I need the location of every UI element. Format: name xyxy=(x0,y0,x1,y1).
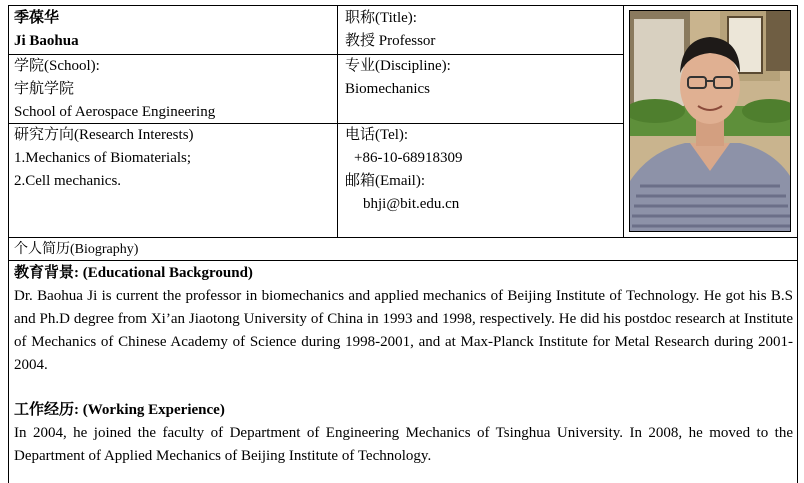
profile-photo-drawing xyxy=(630,11,791,232)
name-en: Ji Baohua xyxy=(14,33,79,49)
email-value: bhji@bit.edu.cn xyxy=(363,196,460,212)
biography-header: 个人简历(Biography) xyxy=(14,242,139,257)
school-en: School of Aerospace Engineering xyxy=(14,104,216,120)
research-label: 研究方向(Research Interests) xyxy=(14,127,194,143)
column-divider-1 xyxy=(337,5,338,237)
table-border-top xyxy=(8,5,798,6)
table-border-left xyxy=(8,5,9,483)
school-label: 学院(School): xyxy=(14,58,100,74)
name-cn: 季葆华 xyxy=(14,10,60,26)
discipline-value: Biomechanics xyxy=(345,81,430,97)
profile-photo xyxy=(629,10,791,232)
work-text: In 2004, he joined the faculty of Department of Engineering Mechanics of Tsinghua University. In 2008, he moved to the Department of Applied Mechanics of Beijing Institute of Technology. xyxy=(14,425,793,464)
tel-value: +86-10-68918309 xyxy=(354,150,463,166)
tel-label: 电话(Tel): xyxy=(345,127,409,143)
research-item: 2.Cell mechanics. xyxy=(14,173,122,189)
email-label: 邮箱(Email): xyxy=(345,173,425,189)
table-border-right xyxy=(797,5,798,483)
research-item: 1.Mechanics of Biomaterials; xyxy=(14,150,192,166)
discipline-label: 专业(Discipline): xyxy=(345,58,451,74)
school-cn: 宇航学院 xyxy=(14,81,75,97)
edu-text: Dr. Baohua Ji is current the professor in biomechanics and applied mechanics of Beijing Institute of Technology. He got his B.S and Ph.D degree from Xi’an Jiaotong University of China in 1993 and 1998, respectively. He did his postdoc research at Institute of Mechanics of Chinese Academy of Science during 1998-2001, and at Max-Planck Institute for Metal Research during 2001-2004. xyxy=(14,288,793,373)
work-heading: 工作经历: (Working Experience) xyxy=(14,402,225,418)
row-divider-1 xyxy=(8,54,623,55)
edu-heading: 教育背景: (Educational Background) xyxy=(14,265,253,281)
title-value: 教授 Professor xyxy=(345,33,436,49)
title-label: 职称(Title): xyxy=(345,10,417,26)
column-divider-2 xyxy=(623,5,624,237)
